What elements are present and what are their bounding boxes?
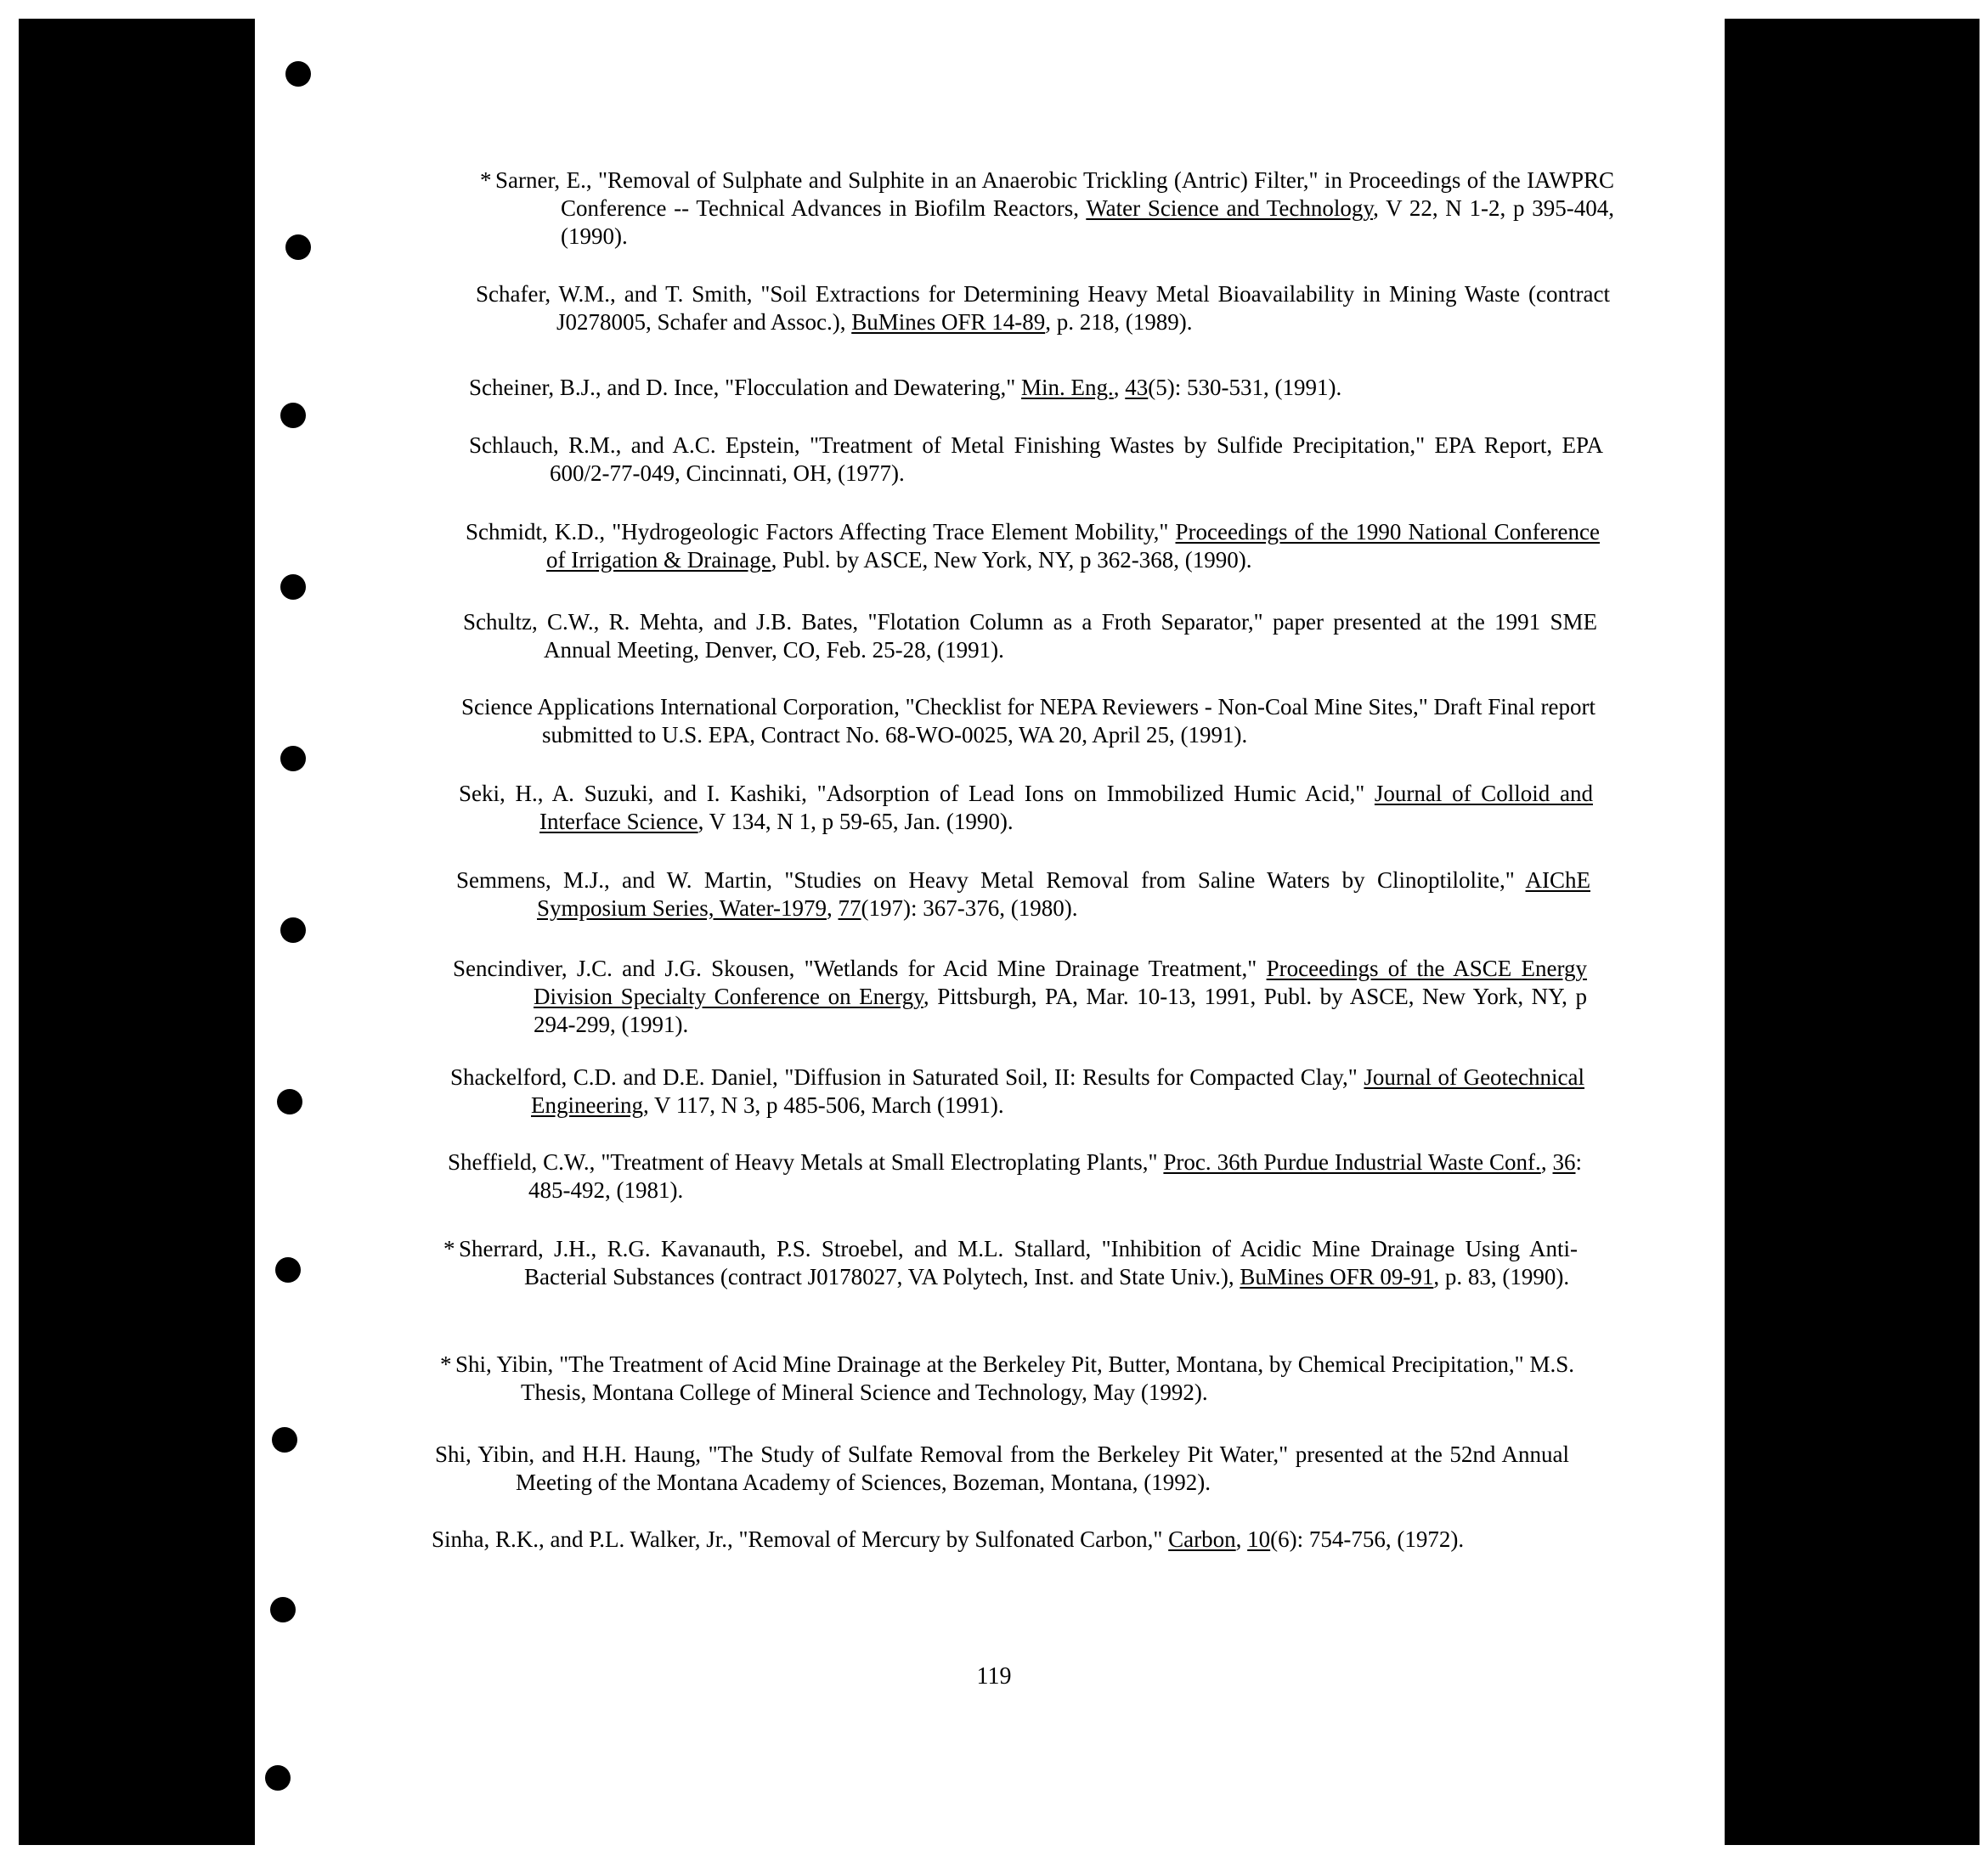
reference-source-title: Proc. 36th Purdue Industrial Waste Conf. bbox=[1163, 1149, 1541, 1175]
asterisk-marker: * bbox=[440, 1351, 452, 1377]
reference-text: , V 134, N 1, p 59-65, Jan. (1990). bbox=[697, 809, 1014, 834]
reference-entry bbox=[432, 1526, 1566, 1554]
reference-text: , Publ. by ASCE, New York, NY, p 362-368, (1990). bbox=[771, 547, 1252, 573]
reference-entry bbox=[450, 1064, 1584, 1120]
reference-text: Schmidt, K.D., "Hydrogeologic Factors Affecting Trace Element Mobility," bbox=[466, 519, 1176, 544]
reference-text: , bbox=[1113, 375, 1126, 400]
reference-text: Semmens, M.J., and W. Martin, "Studies on Heavy Metal Removal from Saline Waters by Clinoptilolite," bbox=[456, 867, 1526, 893]
reference-text: Sinha, R.K., and P.L. Walker, Jr., "Removal of Mercury by Sulfonated Carbon," bbox=[432, 1526, 1169, 1552]
reference-source-title: BuMines OFR 09-91 bbox=[1240, 1264, 1434, 1289]
reference-entry bbox=[459, 780, 1593, 836]
reference-text: Shi, Yibin, and H.H. Haung, "The Study of Sulfate Removal from the Berkeley Pit Water," presented at the 52nd Annual Meeting of the Montana Academy of Sciences, Bozeman, Montana, (1992). bbox=[435, 1442, 1569, 1495]
reference-source-title: Proceedings of the ASCE Energy Division Specialty Conference on Energy bbox=[534, 956, 1587, 1009]
reference-text: Sheffield, C.W., "Treatment of Heavy Metals at Small Electroplating Plants," bbox=[448, 1149, 1164, 1175]
reference-entry bbox=[448, 1148, 1582, 1205]
reference-entry bbox=[466, 518, 1600, 574]
reference-text: (197): 367-376, (1980). bbox=[861, 895, 1078, 921]
reference-entry bbox=[461, 693, 1595, 749]
reference-source-title: AIChE Symposium Series, Water-1979 bbox=[537, 867, 1590, 921]
reference-source-title: Water Science and Technology bbox=[1086, 195, 1374, 221]
reference-entry bbox=[476, 280, 1610, 336]
asterisk-marker: * bbox=[480, 167, 492, 193]
reference-text: Sherrard, J.H., R.G. Kavanauth, P.S. Stroebel, and M.L. Stallard, "Inhibition of Acidic Mine Drainage Using Anti-Bacterial Substances (contract J0178027, VA Polytech, Inst. and State Univ.), bbox=[459, 1236, 1578, 1289]
reference-text: Science Applications International Corporation, "Checklist for NEPA Reviewers - Non-Coal Mine Sites," Draft Final report submitted to U.S. EPA, Contract No. 68-WO-0025, WA 20, April 25, (1991). bbox=[461, 694, 1595, 748]
reference-source-title: Journal of Geotechnical Engineering bbox=[531, 1064, 1584, 1118]
reference-text: , V 117, N 3, p 485-506, March (1991). bbox=[642, 1092, 1004, 1118]
reference-text: Seki, H., A. Suzuki, and I. Kashiki, "Adsorption of Lead Ions on Immobilized Humic Acid," bbox=[459, 781, 1375, 806]
reference-entry bbox=[463, 608, 1597, 664]
reference-text: Shi, Yibin, "The Treatment of Acid Mine Drainage at the Berkeley Pit, Butter, Montana, by Chemical Precipitation," M.S. Thesis, Montana College of Mineral Science and Technology, May (1992). bbox=[455, 1351, 1574, 1405]
reference-source-title: Min. Eng. bbox=[1021, 375, 1114, 400]
reference-text: , V 22, N 1-2, p 395-404, (1990). bbox=[561, 195, 1614, 249]
reference-text: (5): 530-531, (1991). bbox=[1148, 375, 1342, 400]
reference-source-title: 43 bbox=[1125, 375, 1149, 400]
reference-entry bbox=[469, 432, 1603, 488]
reference-text: , Pittsburgh, PA, Mar. 10-13, 1991, Publ. by ASCE, New York, NY, p 294-299, (1991). bbox=[534, 984, 1587, 1037]
reference-text: , bbox=[827, 895, 839, 921]
reference-entry bbox=[435, 1441, 1569, 1497]
reference-text: : 485-492, (1981). bbox=[528, 1149, 1583, 1203]
reference-text: , p. 83, (1990). bbox=[1433, 1264, 1570, 1289]
reference-text: Shackelford, C.D. and D.E. Daniel, "Diffusion in Saturated Soil, II: Results for Compacted Clay," bbox=[450, 1064, 1364, 1090]
reference-source-title: 10 bbox=[1247, 1526, 1271, 1552]
reference-text: , bbox=[1235, 1526, 1248, 1552]
reference-source-title: BuMines OFR 14-89 bbox=[851, 309, 1046, 335]
reference-text: , bbox=[1540, 1149, 1553, 1175]
reference-source-title: Carbon bbox=[1168, 1526, 1236, 1552]
reference-source-title: 36 bbox=[1552, 1149, 1576, 1175]
reference-text: Schlauch, R.M., and A.C. Epstein, "Treatment of Metal Finishing Wastes by Sulfide Precipitation," EPA Report, EPA 600/2-77-049, Cincinnati, OH, (1977). bbox=[469, 432, 1603, 486]
page-number: 119 bbox=[976, 1663, 1012, 1690]
reference-source-title: Proceedings of the 1990 National Conference of Irrigation & Drainage bbox=[546, 519, 1601, 573]
reference-entry bbox=[469, 374, 1603, 402]
reference-source-title: 77 bbox=[838, 895, 861, 921]
reference-text: Sencindiver, J.C. and J.G. Skousen, "Wetlands for Acid Mine Drainage Treatment," bbox=[453, 956, 1267, 981]
reference-source-title: Journal of Colloid and Interface Science bbox=[539, 781, 1593, 834]
reference-text: Sarner, E., "Removal of Sulphate and Sulphite in an Anaerobic Trickling (Antric) Filter," in Proceedings of the IAWPRC Conference -- Technical Advances in Biofilm Reactors, bbox=[495, 167, 1614, 221]
reference-text: Schultz, C.W., R. Mehta, and J.B. Bates, "Flotation Column as a Froth Separator," paper presented at the 1991 SME Annual Meeting, Denver, CO, Feb. 25-28, (1991). bbox=[463, 609, 1597, 663]
reference-entry bbox=[440, 1351, 1574, 1407]
reference-text: , p. 218, (1989). bbox=[1045, 309, 1193, 335]
reference-entry bbox=[453, 955, 1587, 1039]
reference-entry bbox=[443, 1235, 1578, 1291]
asterisk-marker: * bbox=[443, 1236, 455, 1261]
reference-text: (6): 754-756, (1972). bbox=[1270, 1526, 1465, 1552]
reference-text: Schafer, W.M., and T. Smith, "Soil Extractions for Determining Heavy Metal Bioavailability in Mining Waste (contract J0278005, Schafer and Assoc.), bbox=[476, 281, 1610, 335]
reference-entry bbox=[456, 866, 1590, 923]
reference-text: Scheiner, B.J., and D. Ince, "Flocculation and Dewatering," bbox=[469, 375, 1022, 400]
reference-entry bbox=[480, 166, 1614, 251]
